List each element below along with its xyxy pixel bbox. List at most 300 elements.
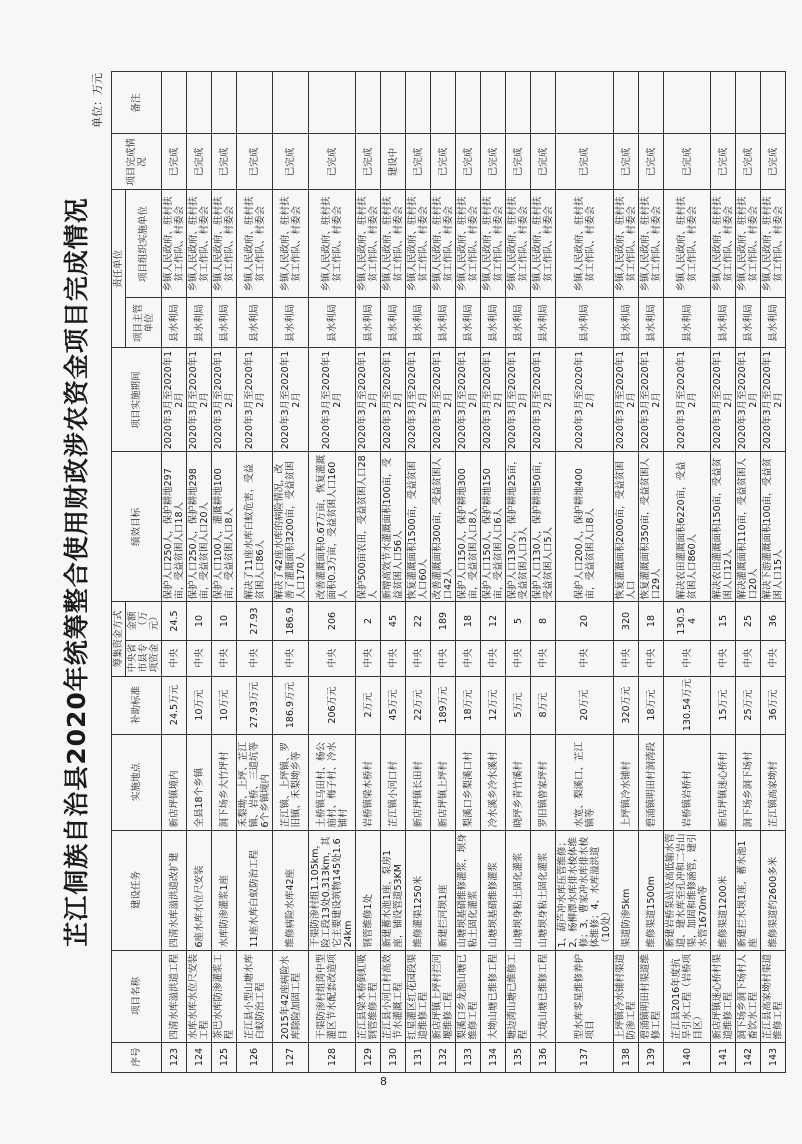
cell-place: 芷江镇、上坪镇、罗旧镇、禾梨坳乡等 — [273, 734, 309, 830]
cell-content: 维修渠道约2600多米 — [761, 830, 786, 950]
cell-dept: 县水利局 — [736, 298, 761, 348]
cell-dept: 县水利局 — [481, 298, 506, 348]
cell-remark — [481, 72, 506, 134]
table-row — [273, 72, 309, 1072]
header-funds-amount: 金额（万元） — [126, 602, 162, 640]
cell-name: 芷江县2016年度抗旱引水工程（岩桥项目区） — [664, 950, 711, 1042]
cell-amount: 18 — [456, 602, 481, 640]
cell-amount: 10 — [187, 602, 212, 640]
cell-benefit: 解决了11座水库白蚁危害，受益贫困人口86人 — [237, 452, 273, 602]
cell-status: 已完成 — [309, 134, 356, 190]
cell-seq: 142 — [736, 1042, 761, 1072]
cell-status: 建设中 — [381, 134, 406, 190]
cell-benefit: 保护人口250人，保护耕地298亩，受益贫困人口20人 — [187, 452, 212, 602]
cell-content: 1、葫芦冲水库压管维修；2、杨柳潭水库排水棱体维修；3、曹家冲水库排水棱体维修；4、水库溢洪道（10处） — [556, 830, 614, 950]
cell-content: 钢管维修1处 — [356, 830, 381, 950]
table-row — [531, 72, 556, 1072]
cell-period: 2020年3月至2020年12月 — [406, 348, 431, 452]
cell-name: 梨溪口乡龙池山塘已维修工程 — [456, 950, 481, 1042]
cell-dept: 县水利局 — [237, 298, 273, 348]
cell-remark — [381, 72, 406, 134]
cell-benefit: 保护500亩农田，受益贫困人口28人 — [356, 452, 381, 602]
cell-status: 已完成 — [406, 134, 431, 190]
cell-place: 禾梨坳、上坪、芷江镇、岩桥、三道坑等6个乡镇境内 — [237, 734, 273, 830]
cell-org: 乡镇人民政府、驻村扶贫工作队、村委会 — [431, 190, 456, 298]
cell-place: 芷江镇高家坳村 — [761, 734, 786, 830]
cell-amount: 15 — [711, 602, 736, 640]
cell-content: 维修病险水库42座 — [273, 830, 309, 950]
cell-seq: 139 — [639, 1042, 664, 1072]
cell-status: 已完成 — [711, 134, 736, 190]
cell-place: 全县18个乡镇 — [187, 734, 212, 830]
cell-benefit: 保护人口130人，保护耕地50亩，受益贫困人口5人 — [531, 452, 556, 602]
cell-source: 中央 — [506, 640, 531, 676]
cell-period: 2020年3月至2020年12月 — [431, 348, 456, 452]
cell-content: 四清水库溢洪道改扩建 — [162, 830, 187, 950]
header-funds-source: 中央省市县专项资金 — [126, 640, 162, 676]
table-row — [481, 72, 506, 1072]
cell-benefit: 恢复灌溉面积1500亩，受益贫困人口60人 — [406, 452, 431, 602]
cell-period: 2020年3月至2020年12月 — [761, 348, 786, 452]
cell-seq: 123 — [162, 1042, 187, 1072]
cell-period: 2020年3月至2020年12月 — [711, 348, 736, 452]
cell-standard: 8万元 — [531, 676, 556, 734]
cell-org: 乡镇人民政府、驻村扶贫工作队、村委会 — [456, 190, 481, 298]
cell-benefit: 解决灌溉面积110亩，受益贫困人口20人 — [736, 452, 761, 602]
cell-benefit: 解决了42座水库的病险情况，改善了灌溉面积3200亩，受益贫困人口170人 — [273, 452, 309, 602]
cell-dept: 县水利局 — [639, 298, 664, 348]
cell-source: 中央 — [309, 640, 356, 676]
cell-name: 型水库零星维修养护项目 — [556, 950, 614, 1042]
table-row — [761, 72, 786, 1072]
cell-seq: 133 — [456, 1042, 481, 1072]
cell-dept: 县水利局 — [506, 298, 531, 348]
cell-period: 2020年3月至2020年12月 — [212, 348, 237, 452]
cell-period: 2020年3月至2020年12月 — [381, 348, 406, 452]
cell-dept: 县水利局 — [162, 298, 187, 348]
cell-remark — [556, 72, 614, 134]
cell-period: 2020年3月至2020年12月 — [356, 348, 381, 452]
cell-seq: 140 — [664, 1042, 711, 1072]
cell-source: 中央 — [711, 640, 736, 676]
cell-standard: 5万元 — [506, 676, 531, 734]
cell-benefit: 保护人口130人，保护耕地25亩，受益贫困人口3人 — [506, 452, 531, 602]
cell-source: 中央 — [187, 640, 212, 676]
cell-seq: 134 — [481, 1042, 506, 1072]
cell-org: 乡镇人民政府、驻村扶贫工作队、村委会 — [736, 190, 761, 298]
cell-amount: 8 — [531, 602, 556, 640]
cell-seq: 141 — [711, 1042, 736, 1072]
cell-amount: 206 — [309, 602, 356, 640]
cell-standard: 25万元 — [736, 676, 761, 734]
cell-seq: 124 — [187, 1042, 212, 1072]
cell-name: 芷江县小河口村高效节水灌溉工程 — [381, 950, 406, 1042]
cell-period: 2020年3月至2020年12月 — [162, 348, 187, 452]
cell-seq: 130 — [381, 1042, 406, 1072]
header-funds-group: 筹集资金方式 — [112, 602, 126, 676]
cell-standard: 2万元 — [356, 676, 381, 734]
cell-benefit: 保护人口100人，灌溉耕地100亩，受益贫困人口8人 — [212, 452, 237, 602]
cell-amount: 24.5 — [162, 602, 187, 640]
cell-name: 大垅山塘已维修工程 — [531, 950, 556, 1042]
cell-place: 碧涌镇明田村洞湾段 — [639, 734, 664, 830]
cell-org: 乡镇人民政府、驻村扶贫工作队、村委会 — [406, 190, 431, 298]
cell-amount: 22 — [406, 602, 431, 640]
table-header — [112, 72, 162, 1072]
cell-remark — [431, 72, 456, 134]
cell-period: 2020年3月至2020年12月 — [237, 348, 273, 452]
cell-standard: 189万元 — [431, 676, 456, 734]
cell-amount: 45 — [381, 602, 406, 640]
cell-dept: 县水利局 — [187, 298, 212, 348]
cell-seq: 138 — [614, 1042, 639, 1072]
cell-content: 新建拦水坝1座，蓄水池1座 — [736, 830, 761, 950]
cell-dept: 县水利局 — [761, 298, 786, 348]
cell-name: 大坳山塘已维修工程 — [481, 950, 506, 1042]
cell-source: 中央 — [664, 640, 711, 676]
cell-period: 2020年3月至2020年12月 — [187, 348, 212, 452]
cell-seq: 131 — [406, 1042, 431, 1072]
cell-status: 已完成 — [212, 134, 237, 190]
cell-content: 新建岩桥泵站及高低输水管道、建水库至孔冲和二岩山渠，加固和维修涵管，建引水管1670m等 — [664, 830, 711, 950]
cell-period: 2020年3月至2020年12月 — [273, 348, 309, 452]
cell-period: 2020年3月至2020年12月 — [506, 348, 531, 452]
table-row — [309, 72, 356, 1072]
cell-standard: 186.9万元 — [273, 676, 309, 734]
cell-amount: 36 — [761, 602, 786, 640]
cell-source: 中央 — [614, 640, 639, 676]
cell-period: 2020年3月至2020年12月 — [309, 348, 356, 452]
cell-content: 干渠防渗村组1.105km，险工段13处0.313km，其它主要建设筑物145处1.624km — [309, 830, 356, 950]
cell-org: 乡镇人民政府、驻村扶贫工作队、村委会 — [273, 190, 309, 298]
cell-place: 晓坪乡青竹溪村 — [506, 734, 531, 830]
cell-name: 新店坪镇上坪村拦河堰维修工程 — [431, 950, 456, 1042]
cell-place: 新店坪镇上坪村 — [431, 734, 456, 830]
cell-benefit: 解决下游灌溉面积100亩，受益贫困人口15人 — [761, 452, 786, 602]
cell-name: 2015年42座病险水库除险加固工程 — [273, 950, 309, 1042]
table-row — [506, 72, 531, 1072]
cell-standard: 18万元 — [456, 676, 481, 734]
cell-standard: 45万元 — [381, 676, 406, 734]
cell-standard: 206万元 — [309, 676, 356, 734]
cell-amount: 12 — [481, 602, 506, 640]
cell-standard: 27.93万元 — [237, 676, 273, 734]
cell-dept: 县水利局 — [456, 298, 481, 348]
cell-content: 山塘坝基硝维修灌浆 — [481, 830, 506, 950]
cell-period: 2020年3月至2020年12月 — [664, 348, 711, 452]
cell-seq: 137 — [556, 1042, 614, 1072]
cell-standard: 20万元 — [556, 676, 614, 734]
cell-status: 已完成 — [456, 134, 481, 190]
cell-seq: 136 — [531, 1042, 556, 1072]
cell-content: 水库防渗灌浆1座 — [212, 830, 237, 950]
cell-name: 芷江县高家坳村渠道维修工程 — [761, 950, 786, 1042]
cell-place: 罗旧镇曾家坪村 — [531, 734, 556, 830]
cell-place: 洞下场乡洞下场村 — [736, 734, 761, 830]
header-resp-group: 责任单位 — [112, 190, 126, 348]
cell-standard: 10万元 — [187, 676, 212, 734]
cell-source: 中央 — [556, 640, 614, 676]
cell-dept: 县水利局 — [711, 298, 736, 348]
table-row — [237, 72, 273, 1072]
cell-status: 已完成 — [162, 134, 187, 190]
cell-status: 已完成 — [761, 134, 786, 190]
cell-remark — [309, 72, 356, 134]
cell-benefit: 恢复灌溉面积350亩，受益贫困人口29人 — [639, 452, 664, 602]
cell-dept: 县水利局 — [273, 298, 309, 348]
cell-amount: 18 — [639, 602, 664, 640]
table-row — [456, 72, 481, 1072]
header-standard: 补助标准 — [112, 676, 162, 734]
cell-place: 水宽、梨溪口、芷江镇等 — [556, 734, 614, 830]
cell-org: 乡镇人民政府、驻村扶贫工作队、村委会 — [506, 190, 531, 298]
cell-dept: 县水利局 — [309, 298, 356, 348]
cell-place: 新店坪镇境内 — [162, 734, 187, 830]
table-row — [556, 72, 614, 1072]
cell-benefit: 保护人口150人，保护耕地150亩，受益贫困人口6人 — [481, 452, 506, 602]
cell-org: 乡镇人民政府、驻村扶贫工作队、村委会 — [187, 190, 212, 298]
cell-org: 乡镇人民政府、驻村扶贫工作队、村委会 — [309, 190, 356, 298]
cell-amount: 20 — [556, 602, 614, 640]
header-dept: 项目主管单位 — [126, 298, 162, 348]
cell-source: 中央 — [736, 640, 761, 676]
cell-amount: 189 — [431, 602, 456, 640]
cell-place: 岩桥镇岩桥村 — [664, 734, 711, 830]
cell-seq: 132 — [431, 1042, 456, 1072]
cell-remark — [237, 72, 273, 134]
cell-content: 维修渠道1500m — [639, 830, 664, 950]
cell-remark — [761, 72, 786, 134]
cell-org: 乡镇人民政府、驻村扶贫工作队、村委会 — [531, 190, 556, 298]
cell-seq: 135 — [506, 1042, 531, 1072]
cell-name: 塘边湾山塘已维修工程 — [506, 950, 531, 1042]
cell-place: 冷水溪乡冷水溪村 — [481, 734, 506, 830]
header-benefit: 绩效目标 — [112, 452, 162, 602]
cell-remark — [356, 72, 381, 134]
cell-source: 中央 — [481, 640, 506, 676]
cell-content: 6座水库水位尺安装 — [187, 830, 212, 950]
cell-place: 上坪镇冷水铺村 — [614, 734, 639, 830]
cell-period: 2020年3月至2020年12月 — [639, 348, 664, 452]
cell-status: 已完成 — [664, 134, 711, 190]
cell-benefit: 新增高效节水灌溉面积100亩，受益贫困人口56人 — [381, 452, 406, 602]
cell-org: 乡镇人民政府、驻村扶贫工作队、村委会 — [711, 190, 736, 298]
cell-status: 已完成 — [273, 134, 309, 190]
cell-period: 2020年3月至2020年12月 — [481, 348, 506, 452]
cell-source: 中央 — [406, 640, 431, 676]
cell-standard: 18万元 — [639, 676, 664, 734]
cell-benefit: 解决农田灌溉面积6220亩，受益贫困人口860人 — [664, 452, 711, 602]
cell-name: 芷江县梁木桥倒虹吸钢管维修工程 — [356, 950, 381, 1042]
cell-content: 新建蓄水池1座，泵房1座，铺设管道53KM — [381, 830, 406, 950]
cell-name: 洞下场乡洞下场村人畜饮水工程 — [736, 950, 761, 1042]
cell-benefit: 恢复灌溉面积2000亩，受益贫困人口 — [614, 452, 639, 602]
table-row — [711, 72, 736, 1072]
cell-seq: 128 — [309, 1042, 356, 1072]
cell-org: 乡镇人民政府、驻村扶贫工作队、村委会 — [614, 190, 639, 298]
cell-standard: 24.5万元 — [162, 676, 187, 734]
cell-status: 已完成 — [237, 134, 273, 190]
cell-benefit: 保护人口200人，保护耕地400亩，受益贫困人口8人 — [556, 452, 614, 602]
cell-status: 已完成 — [614, 134, 639, 190]
cell-source: 中央 — [531, 640, 556, 676]
cell-dept: 县水利局 — [556, 298, 614, 348]
table-row — [431, 72, 456, 1072]
cell-seq: 129 — [356, 1042, 381, 1072]
table-row — [736, 72, 761, 1072]
cell-org: 乡镇人民政府、驻村扶贫工作队、村委会 — [664, 190, 711, 298]
cell-name: 水库水库水位尺安装工程 — [187, 950, 212, 1042]
cell-remark — [531, 72, 556, 134]
header-period: 项目实施期间 — [112, 348, 162, 452]
cell-status: 已完成 — [481, 134, 506, 190]
cell-amount: 186.9 — [273, 602, 309, 640]
cell-remark — [273, 72, 309, 134]
cell-content: 11座水库白蚁防治工程 — [237, 830, 273, 950]
cell-remark — [614, 72, 639, 134]
cell-seq: 143 — [761, 1042, 786, 1072]
cell-status: 已完成 — [356, 134, 381, 190]
cell-org: 乡镇人民政府、驻村扶贫工作队、村委会 — [556, 190, 614, 298]
cell-remark — [406, 72, 431, 134]
cell-dept: 县水利局 — [381, 298, 406, 348]
cell-content: 维修渠道1200米 — [711, 830, 736, 950]
header-org: 项目组织实施单位 — [126, 190, 162, 298]
cell-content: 新建拦河坝1座 — [431, 830, 456, 950]
table-row — [356, 72, 381, 1072]
cell-content: 山塘坝身粘土固化灌浆 — [531, 830, 556, 950]
cell-standard: 320万元 — [614, 676, 639, 734]
cell-place: 梨溪口乡梨溪口村 — [456, 734, 481, 830]
cell-benefit: 解决农田灌溉面积150亩，受益贫困人口12人 — [711, 452, 736, 602]
unit-label: 单位：万元 — [91, 73, 104, 128]
cell-content: 维修灌渠1250米 — [406, 830, 431, 950]
cell-seq: 126 — [237, 1042, 273, 1072]
cell-amount: 27.93 — [237, 602, 273, 640]
cell-benefit: 保护人口250人，保护耕地297亩，受益贫困人口18人 — [162, 452, 187, 602]
cell-source: 中央 — [237, 640, 273, 676]
cell-dept: 县水利局 — [614, 298, 639, 348]
cell-standard: 130.54万元 — [664, 676, 711, 734]
cell-org: 乡镇人民政府、驻村扶贫工作队、村委会 — [481, 190, 506, 298]
table-row — [406, 72, 431, 1072]
cell-name: 碧涌镇明田村渠道维修工程 — [639, 950, 664, 1042]
cell-org: 乡镇人民政府、驻村扶贫工作队、村委会 — [212, 190, 237, 298]
rotated-sheet — [51, 47, 784, 1097]
cell-amount: 320 — [614, 602, 639, 640]
project-table — [111, 71, 786, 1072]
cell-remark — [187, 72, 212, 134]
cell-source: 中央 — [761, 640, 786, 676]
cell-amount: 2 — [356, 602, 381, 640]
cell-source: 中央 — [356, 640, 381, 676]
header-name: 项目名称 — [112, 950, 162, 1042]
cell-standard: 10万元 — [212, 676, 237, 734]
header-remark: 备注 — [112, 72, 162, 134]
table-row — [212, 72, 237, 1072]
header-status: 项目完成情况 — [112, 134, 162, 190]
cell-dept: 县水利局 — [664, 298, 711, 348]
cell-place: 岩桥镇梁木桥村 — [356, 734, 381, 830]
cell-dept: 县水利局 — [531, 298, 556, 348]
cell-amount: 5 — [506, 602, 531, 640]
cell-status: 已完成 — [556, 134, 614, 190]
cell-org: 乡镇人民政府、驻村扶贫工作队、村委会 — [356, 190, 381, 298]
header-seq: 序号 — [112, 1042, 162, 1072]
page-title: 芷江侗族自治县2020年统筹整合使用财政涉农资金项目完成情况 — [62, 197, 91, 947]
cell-remark — [639, 72, 664, 134]
cell-name: 芷江县小型山塘水库白蚁防治工程 — [237, 950, 273, 1042]
table-row — [187, 72, 212, 1072]
cell-place: 新店坪镇长田村 — [406, 734, 431, 830]
header-place: 实施地点 — [112, 734, 162, 830]
cell-standard: 22万元 — [406, 676, 431, 734]
cell-dept: 县水利局 — [212, 298, 237, 348]
cell-content: 渠道防渗5km — [614, 830, 639, 950]
cell-standard: 36万元 — [761, 676, 786, 734]
table-body — [162, 72, 786, 1072]
cell-org: 乡镇人民政府、驻村扶贫工作队、村委会 — [761, 190, 786, 298]
cell-standard: 12万元 — [481, 676, 506, 734]
cell-place: 土桥镇马田村、杨公庙村、梅子村、冷水铺村 — [309, 734, 356, 830]
cell-seq: 125 — [212, 1042, 237, 1072]
cell-source: 中央 — [381, 640, 406, 676]
cell-benefit: 保护人口150人，保护耕地300亩，受益贫困人口8人 — [456, 452, 481, 602]
cell-status: 已完成 — [187, 134, 212, 190]
cell-status: 已完成 — [531, 134, 556, 190]
cell-period: 2020年3月至2020年12月 — [614, 348, 639, 452]
cell-org: 乡镇人民政府、驻村扶贫工作队、村委会 — [381, 190, 406, 298]
cell-content: 山塘坝身粘土固化灌浆 — [506, 830, 531, 950]
cell-period: 2020年3月至2020年12月 — [556, 348, 614, 452]
cell-status: 已完成 — [736, 134, 761, 190]
cell-source: 中央 — [456, 640, 481, 676]
cell-benefit: 改善灌溉面积300亩，受益贫困人口42人 — [431, 452, 456, 602]
cell-amount: 130.54 — [664, 602, 711, 640]
cell-source: 中央 — [273, 640, 309, 676]
page-number: 8 — [380, 1075, 387, 1088]
cell-seq: 127 — [273, 1042, 309, 1072]
cell-place: 芷江镇小河口村 — [381, 734, 406, 830]
cell-remark — [736, 72, 761, 134]
table-row — [664, 72, 711, 1072]
cell-status: 已完成 — [506, 134, 531, 190]
cell-remark — [664, 72, 711, 134]
cell-source: 中央 — [639, 640, 664, 676]
cell-remark — [212, 72, 237, 134]
cell-name: 茶巴水库防渗灌浆工程 — [212, 950, 237, 1042]
cell-name: 干渠防渗村组湾中型灌区节水配套改造项目 — [309, 950, 356, 1042]
cell-remark — [456, 72, 481, 134]
cell-org: 乡镇人民政府、驻村扶贫工作队、村委会 — [639, 190, 664, 298]
table-row — [639, 72, 664, 1072]
cell-org: 乡镇人民政府、驻村扶贫工作队、村委会 — [237, 190, 273, 298]
cell-place: 洞下场乡大竹坪村 — [212, 734, 237, 830]
cell-name: 红星灌区红花园段渠道维修工程 — [406, 950, 431, 1042]
cell-source: 中央 — [431, 640, 456, 676]
cell-amount: 10 — [212, 602, 237, 640]
cell-name: 四清水库溢洪道工程 — [162, 950, 187, 1042]
cell-period: 2020年3月至2020年12月 — [736, 348, 761, 452]
cell-period: 2020年3月至2020年12月 — [531, 348, 556, 452]
cell-remark — [506, 72, 531, 134]
cell-name: 上坪镇冷水铺村渠道防渗工程 — [614, 950, 639, 1042]
cell-period: 2020年3月至2020年12月 — [456, 348, 481, 452]
header-content: 建设任务 — [112, 830, 162, 950]
cell-source: 中央 — [212, 640, 237, 676]
cell-remark — [162, 72, 187, 134]
table-row — [381, 72, 406, 1072]
